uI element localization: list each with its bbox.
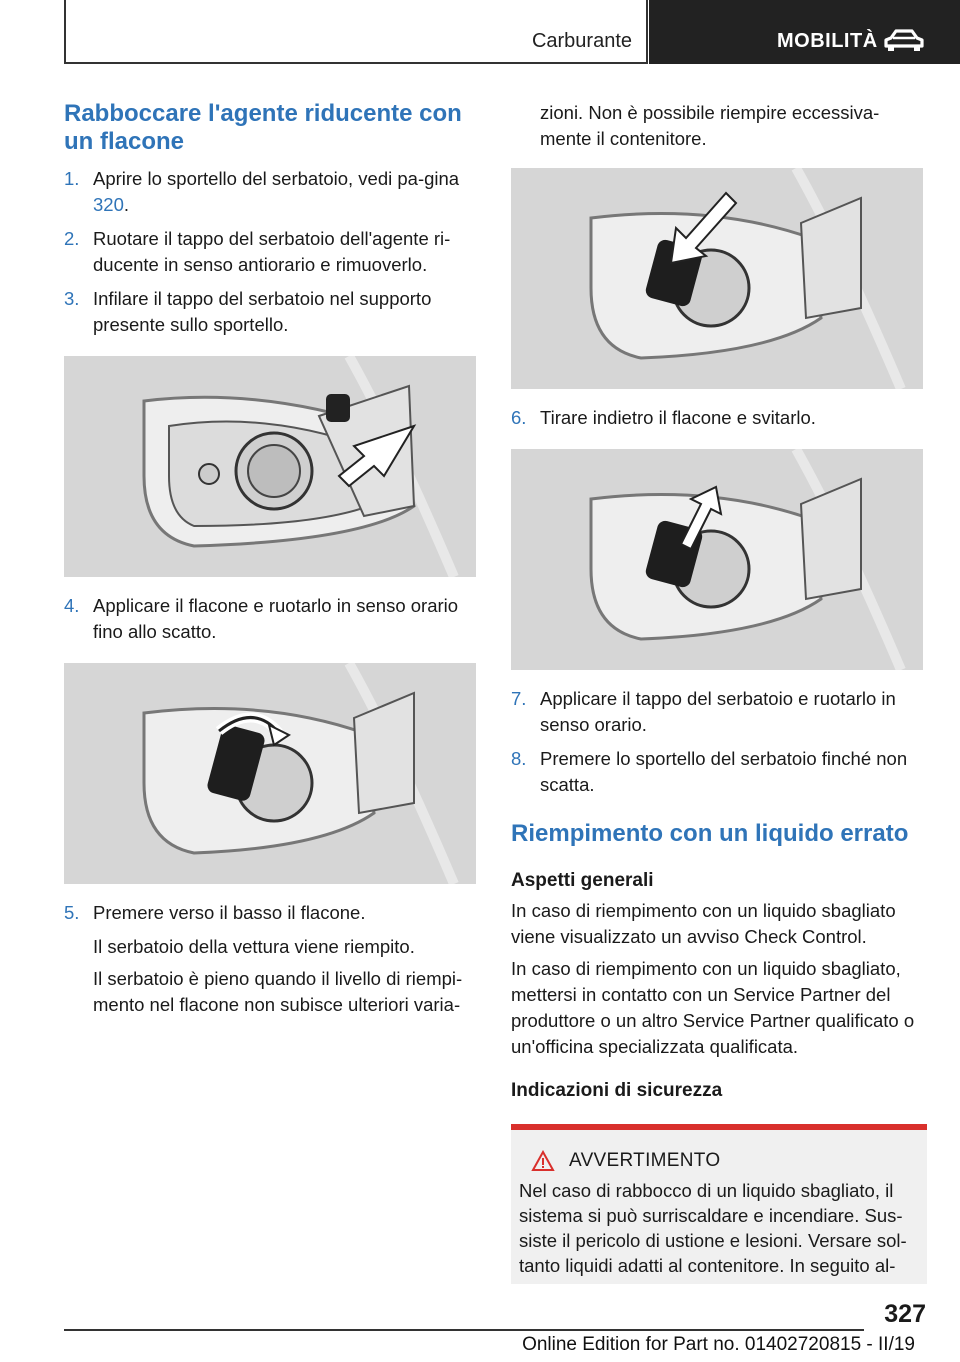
step-number: 1. (64, 168, 80, 189)
step-2 (64, 226, 476, 278)
warning-title: AVVERTIMENTO (569, 1150, 721, 1171)
step-5-note-1: Il serbatoio della vettura viene riempito. (93, 936, 415, 957)
step-7 (511, 686, 927, 738)
step-number: 7. (511, 688, 527, 709)
step-text: Premere verso il basso il flacone. (93, 902, 366, 923)
warning-text: Nel caso di rabbocco di un liquido sbagliato, il sistema si può surriscaldare e incendiare. Sus-siste il pericolo di ustione e lesioni. Versare sol-tanto liquidi adatti al contenitore. In seguito al- (519, 1180, 907, 1276)
figure-bottle-rotate (64, 663, 476, 884)
step-text-end: . (123, 194, 130, 215)
warning-header (519, 1150, 919, 1172)
step-text: Applicare il flacone e ruotarlo in senso orario fino allo scatto. (93, 595, 459, 642)
section-heading: Riempimento con un liquido errato (511, 820, 909, 847)
step-5 (64, 900, 476, 926)
step-text (93, 166, 476, 218)
step-5-note-2: Il serbatoio è pieno quando il livello di riempi-mento nel flacone non subisce ulteriori varia- (93, 968, 463, 1015)
left-column (64, 100, 476, 1024)
step-number: 5. (64, 902, 80, 923)
step-text: Ruotare il tappo del serbatoio dell'agente ri-ducente in senso antiorario e rimuoverlo. (93, 228, 451, 275)
step-text: Applicare il tappo del serbatoio e ruotarlo in senso orario. (540, 688, 896, 735)
step-4 (64, 593, 476, 645)
step-3 (64, 286, 476, 338)
continued-text: zioni. Non è possibile riempire eccessiva-mente il contenitore. (540, 102, 880, 149)
step-text: Premere lo sportello del serbatoio finché non scatta. (540, 748, 908, 795)
warning-box (511, 1124, 927, 1284)
chapter-title: MOBILITÀ (777, 30, 878, 52)
step-6 (511, 405, 927, 431)
step-number: 3. (64, 288, 80, 309)
step-number: 6. (511, 407, 527, 428)
subsection-title: Aspetti generali (511, 870, 654, 891)
right-column (511, 100, 927, 1284)
step-8 (511, 746, 927, 798)
step-number: 2. (64, 228, 80, 249)
car-icon (882, 27, 926, 53)
warning-triangle-icon (531, 1150, 555, 1172)
figure-bottle-inserted (511, 168, 923, 389)
section-heading: Rabboccare l'agente riducente con un flacone (64, 100, 462, 155)
edition-info: Online Edition for Part no. 01402720815 - II/19 (522, 1334, 915, 1355)
footer-divider (64, 1329, 864, 1331)
figure-cap-in-holder (64, 356, 476, 577)
paragraph: In caso di riempimento con un liquido sbagliato viene visualizzato un avviso Check Control. (511, 900, 896, 947)
step-1 (64, 166, 476, 218)
section-tab (64, 0, 648, 64)
paragraph: In caso di riempimento con un liquido sbagliato, mettersi in contatto con un Service Partner del produttore o un altro Service Partner qualificato o un'officina specializzata qualificata. (511, 958, 915, 1057)
page-header (0, 0, 960, 66)
section-title: Carburante (531, 30, 632, 52)
step-text: Infilare il tappo del serbatoio nel supporto presente sullo sportello. (93, 288, 432, 335)
chapter-tab (649, 0, 960, 64)
page-link[interactable]: 320 (93, 194, 124, 215)
subsection-title: Indicazioni di sicurezza (511, 1080, 723, 1101)
figure-bottle-remove (511, 449, 923, 670)
step-number: 4. (64, 595, 80, 616)
step-text: Tirare indietro il flacone e svitarlo. (540, 407, 816, 428)
step-number: 8. (511, 748, 527, 769)
page-number: 327 (884, 1300, 926, 1328)
step-text-body: Aprire lo sportello del serbatoio, vedi pa-gina (93, 168, 460, 189)
